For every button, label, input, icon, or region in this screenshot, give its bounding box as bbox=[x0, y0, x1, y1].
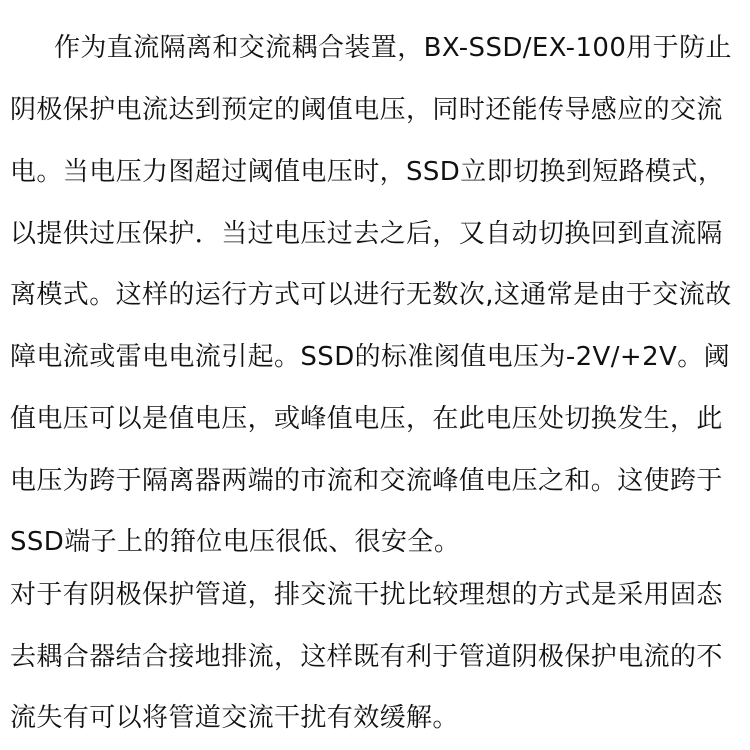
paragraph-1-line-7: 值电压可以是值电压，或峰值电压，在此电压处切换发生，此 bbox=[10, 404, 723, 434]
paragraph-1-line-8: 电压为跨于隔离器两端的市流和交流峰值电压之和。这使跨于 bbox=[10, 466, 723, 496]
paragraph-2-line-2: 去耦合器结合接地排流，这样既有利于管道阴极保护电流的不 bbox=[10, 642, 723, 672]
paragraph-1-line-4: 以提供过压保护．当过电压过去之后，又自动切换回到直流隔 bbox=[10, 219, 723, 249]
paragraph-1-line-1: 作为直流隔离和交流耦合装置，BX-SSD/EX-100用于防止 bbox=[54, 33, 732, 63]
paragraph-1-line-6: 障电流或雷电电流引起。SSD的标准阂值电压为-2V/+2V。阈 bbox=[10, 342, 731, 372]
paragraph-1-line-5: 离模式。这样的运行方式可以进行无数次,这通常是由于交流故 bbox=[10, 280, 732, 310]
paragraph-2-line-3: 流失有可以将管道交流干扰有效缓解。 bbox=[10, 703, 459, 733]
paragraph-2-line-1: 对于有阴极保护管道，排交流干扰比较理想的方式是采用固态 bbox=[10, 580, 723, 610]
paragraph-1-line-2: 阴极保护电流达到预定的阈值电压，同时还能传导感应的交流 bbox=[10, 95, 723, 125]
paragraph-1-line-3: 电。当电压力图超过阈值电压时，SSD立即切换到短路模式， bbox=[10, 157, 725, 187]
paragraph-1-line-9: SSD端子上的箝位电压很低、很安全。 bbox=[10, 527, 461, 557]
